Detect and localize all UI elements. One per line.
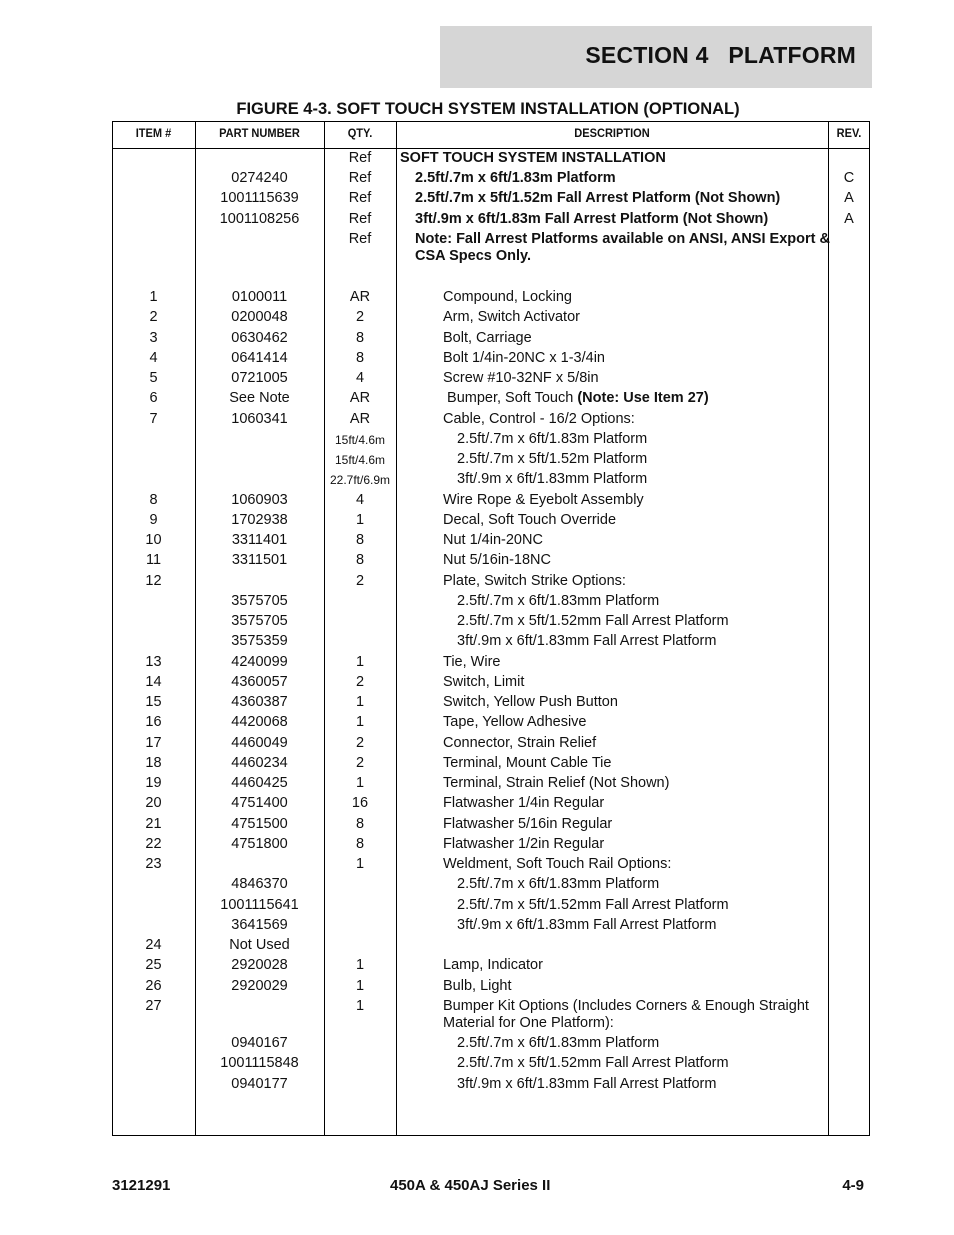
description-text: 2.5ft/.7m x 6ft/1.83mm Platform [457,592,660,609]
description-text: Wire Rope & Eyebolt Assembly [443,491,644,508]
cell-description [443,856,671,872]
cell-quantity: 8 [355,835,365,852]
table-row [112,492,870,510]
cell-item-number: 27 [145,997,162,1014]
cell-part-number: 4751400 [231,795,288,812]
cell-item-number: 22 [145,835,162,852]
column-header-rev: REV. [836,126,862,140]
cell-item-number: 19 [145,775,162,791]
description-text: 2.5ft/.7m x 6ft/1.83m Platform [415,170,616,186]
table-row [112,573,870,591]
description-text: Nut 1/4in-20NC [443,532,543,548]
cell-description [457,876,659,892]
cell-description [400,150,666,166]
cell-description [443,795,604,811]
footer-page-number: 4-9 [842,1177,864,1194]
cell-description [443,350,605,366]
description-text: Flatwasher 1/4in Regular [443,795,605,812]
cell-part-number: 4360387 [231,694,288,710]
table-row [112,431,870,449]
cell-item-number: 14 [145,673,162,690]
cell-quantity: Ref [348,211,372,227]
description-text: 2.5ft/.7m x 6ft/1.83mm Platform [457,1035,660,1051]
cell-revision: C [843,170,855,186]
cell-item-number: 8 [149,491,158,508]
cell-quantity: AR [349,390,371,407]
column-header-part-number: PART NUMBER [219,126,300,140]
cell-quantity: 8 [355,329,365,346]
cell-description [457,593,659,609]
table-row [112,856,870,874]
description-text: Note: Fall Arrest Platforms available on ANSI, ANSI Export & [415,231,830,247]
column-header-item: ITEM # [135,126,172,140]
table-row [112,998,870,1016]
description-text: Bolt, Carriage [443,329,532,346]
cell-description [457,917,716,933]
description-text: Arm, Switch Activator [443,309,580,326]
table-row [112,350,870,368]
cell-description [443,957,543,973]
table-row [112,795,870,813]
cell-part-number: 4846370 [231,876,288,893]
description-text: 3ft/.9m x 6ft/1.83mm Fall Arrest Platform [457,916,717,933]
cell-quantity: 16 [351,795,369,812]
cell-description [443,411,635,427]
cell-description [415,248,531,264]
cell-quantity: 1 [355,977,365,994]
cell-description [443,512,616,528]
cell-part-number: 3575359 [231,633,288,650]
cell-quantity: Ref [348,231,372,247]
cell-quantity: 2 [355,754,365,771]
cell-part-number: 1001115848 [220,1055,299,1072]
cell-part-number: 0200048 [231,309,288,326]
footer-doc-number: 3121291 [112,1177,171,1194]
cell-quantity: 8 [355,815,365,832]
cell-quantity: 8 [355,349,365,366]
table-row [112,1055,870,1073]
description-text: Bumper Kit Options (Includes Corners & Enough Straight [443,997,809,1014]
table-row [112,633,870,651]
cell-part-number: 1060903 [231,491,288,508]
cell-part-number: 1702938 [231,511,288,528]
cell-part-number: 3311501 [231,552,288,569]
description-text: 3ft/.9m x 6ft/1.83mm Fall Arrest Platform [457,1075,717,1092]
cell-description [415,170,616,186]
figure-title: FIGURE 4-3. SOFT TOUCH SYSTEM INSTALLATION (OPTIONAL) [236,100,740,118]
table-row [112,694,870,712]
cell-item-number: 12 [145,572,162,589]
table-row [112,532,870,550]
cell-part-number: 1001115641 [220,896,299,913]
cell-quantity: 1 [355,775,365,791]
description-text: 2.5ft/.7m x 5ft/1.52m Fall Arrest Platform (Not Shown) [415,190,781,206]
cell-quantity: 22.7ft/6.9m [329,473,391,488]
cell-description [443,998,809,1014]
cell-quantity: 2 [355,734,365,751]
cell-part-number: 1060341 [231,410,288,427]
cell-description [443,492,644,508]
cell-item-number: 24 [145,937,162,953]
cell-part-number: 4240099 [231,653,288,670]
table-row [112,512,870,530]
description-text: Material for One Platform): [443,1015,614,1031]
description-text: Tie, Wire [443,653,501,670]
cell-quantity: 2 [355,572,365,589]
table-row [112,775,870,793]
table-row [112,613,870,631]
cell-description [443,654,500,670]
cell-part-number: 3575705 [231,592,288,609]
cell-quantity: 1 [355,714,365,731]
cell-item-number: 17 [145,734,162,751]
cell-description [457,633,716,649]
cell-item-number: 25 [145,957,162,974]
table-row [112,593,870,611]
table-row [112,1035,870,1053]
table-row [112,170,870,188]
cell-description [457,471,647,487]
table-row [112,735,870,753]
cell-description [443,330,532,346]
cell-part-number: 1001108256 [219,211,300,227]
cell-description [443,309,580,325]
description-text: 2.5ft/.7m x 5ft/1.52m Platform [457,451,648,467]
description-text: Flatwasher 5/16in Regular [443,815,613,832]
description-text: Terminal, Strain Relief (Not Shown) [443,775,670,791]
description-text: Flatwasher 1/2in Regular [443,835,605,852]
description-text: Plate, Switch Strike Options: [443,572,626,589]
table-row [112,917,870,935]
description-text: 3ft/.9m x 6ft/1.83mm Fall Arrest Platform [457,633,717,650]
table-row [112,1015,870,1033]
cell-revision: A [844,211,854,227]
cell-part-number: 4751500 [231,815,288,832]
cell-description [457,613,729,629]
cell-item-number: 11 [145,552,162,569]
description-text: 2.5ft/.7m x 6ft/1.83mm Platform [457,876,660,893]
cell-quantity: AR [349,289,371,305]
cell-item-number: 26 [145,977,162,994]
cell-description [443,390,709,406]
cell-part-number: 0274240 [231,170,288,186]
cell-quantity: 15ft/4.6m [334,453,386,467]
description-text: 3ft/.9m x 6ft/1.83mm Platform [457,471,648,488]
cell-description [443,978,512,994]
table-row [112,937,870,955]
cell-description [443,755,611,771]
cell-part-number: 4360057 [231,673,288,690]
cell-description [443,694,618,710]
cell-part-number: 0940177 [231,1075,288,1092]
cell-quantity: 1 [355,511,365,528]
table-row [112,451,870,469]
description-text: Screw #10-32NF x 5/8in [443,370,599,386]
description-text: CSA Specs Only. [415,248,532,264]
table-row [112,231,870,249]
cell-description [443,816,612,832]
cell-item-number: 23 [145,856,162,872]
cell-description [443,1015,614,1031]
cell-part-number: 4751800 [231,835,288,852]
cell-item-number: 18 [145,754,162,771]
cell-item-number: 6 [149,390,158,407]
cell-item-number: 5 [149,370,158,386]
cell-item-number: 9 [149,511,158,528]
cell-item-number: 16 [145,714,162,731]
table-row [112,876,870,894]
description-text: Switch, Yellow Push Button [443,694,618,710]
cell-quantity: Ref [348,150,372,166]
cell-description [443,532,543,548]
cell-part-number: 0721005 [231,370,288,386]
cell-part-number: 0641414 [231,349,288,366]
description-text: Tape, Yellow Adhesive [443,714,587,731]
cell-quantity: Ref [348,190,372,206]
cell-description [443,370,599,386]
cell-part-number: Not Used [229,937,290,953]
description-text: Compound, Locking [443,289,572,305]
description-text: 2.5ft/.7m x 5ft/1.52mm Fall Arrest Platform [457,896,729,913]
table-row [112,248,870,266]
description-text: Terminal, Mount Cable Tie [443,754,612,771]
cell-description [443,289,572,305]
table-row [112,816,870,834]
cell-quantity: 4 [355,491,365,508]
section-title: SECTION 4 PLATFORM [585,42,856,68]
description-text: Bolt 1/4in-20NC x 1-3/4in [443,349,605,366]
description-text: SOFT TOUCH SYSTEM INSTALLATION [400,150,666,166]
cell-description [415,190,780,206]
cell-part-number: 0630462 [231,329,288,346]
column-header-description: DESCRIPTION [574,126,650,140]
table-row [112,370,870,388]
cell-description [415,231,830,247]
cell-quantity: 1 [355,957,365,974]
cell-item-number: 1 [149,289,158,305]
column-header-qty: QTY. [347,126,373,140]
table-row [112,755,870,773]
cell-description [443,836,604,852]
table-row [112,411,870,429]
cell-part-number: 3311401 [231,532,288,548]
footer-model: 450A & 450AJ Series II [390,1177,551,1194]
cell-quantity: 1 [355,694,365,710]
table-row [112,150,870,168]
cell-description [443,775,669,791]
table-row [112,330,870,348]
cell-item-number: 2 [149,309,158,326]
cell-part-number: 3575705 [231,613,288,629]
table-row [112,190,870,208]
cell-part-number: 2920028 [231,957,288,974]
description-text: 2.5ft/.7m x 5ft/1.52mm Fall Arrest Platform [457,1055,729,1072]
table-row [112,552,870,570]
cell-part-number: 3641569 [231,916,288,933]
cell-description [443,552,551,568]
description-text: Connector, Strain Relief [443,734,597,751]
cell-part-number: See Note [229,390,290,407]
cell-revision: A [844,190,854,206]
cell-part-number: 4420068 [231,714,288,731]
cell-description [415,211,768,227]
table-row [112,957,870,975]
table-row [112,714,870,732]
table-row [112,897,870,915]
table-row [112,978,870,996]
cell-description [457,1076,716,1092]
cell-part-number: 0100011 [231,289,288,305]
table-row [112,654,870,672]
table-row [112,309,870,327]
cell-quantity: Ref [348,170,372,186]
cell-item-number: 10 [145,532,162,548]
cell-part-number: 1001115639 [220,190,299,206]
cell-item-number: 7 [149,410,158,427]
cell-item-number: 13 [145,653,162,670]
table-row [112,674,870,692]
cell-description [457,1055,729,1071]
cell-description [457,451,647,467]
cell-quantity: 1 [355,997,365,1014]
description-text: Weldment, Soft Touch Rail Options: [443,856,672,872]
cell-quantity: 1 [355,856,365,872]
description-text: Bumper, Soft Touch [443,390,574,407]
cell-part-number: 4460234 [231,754,288,771]
cell-description [457,897,729,913]
cell-description [443,674,524,690]
table-row [112,289,870,307]
description-text: Lamp, Indicator [443,957,543,974]
cell-item-number: 4 [149,349,158,366]
table-row [112,390,870,408]
cell-description [443,714,587,730]
cell-part-number: 2920029 [231,977,288,994]
description-text: Switch, Limit [443,673,525,690]
cell-quantity: 15ft/4.6m [334,432,386,447]
cell-item-number: 20 [145,795,162,812]
description-note: (Note: Use Item 27) [573,390,709,407]
table-row [112,471,870,489]
cell-part-number: 4460049 [231,734,288,751]
table-row [112,836,870,854]
cell-quantity: 2 [355,673,365,690]
cell-description [457,431,647,447]
cell-quantity: 1 [355,653,365,670]
table-row [112,1076,870,1094]
cell-description [457,1035,659,1051]
cell-item-number: 3 [149,329,158,346]
cell-quantity: AR [349,410,371,427]
cell-part-number: 0940167 [231,1035,288,1051]
description-text: Decal, Soft Touch Override [443,511,617,528]
description-text: Nut 5/16in-18NC [443,552,551,569]
cell-item-number: 15 [145,694,162,710]
description-text: Cable, Control - 16/2 Options: [443,410,635,427]
cell-description [443,573,626,589]
cell-quantity: 8 [355,532,365,548]
cell-description [443,735,596,751]
description-text: 2.5ft/.7m x 6ft/1.83m Platform [457,430,648,447]
cell-quantity: 2 [355,309,365,326]
cell-item-number: 21 [145,815,162,832]
description-text: 3ft/.9m x 6ft/1.83m Fall Arrest Platform (Not Shown) [415,211,769,227]
table-row [112,211,870,229]
description-text: 2.5ft/.7m x 5ft/1.52mm Fall Arrest Platform [457,613,729,629]
cell-part-number: 4460425 [231,775,288,791]
description-text: Bulb, Light [443,977,512,994]
cell-quantity: 4 [355,370,365,386]
cell-quantity: 8 [355,552,365,569]
